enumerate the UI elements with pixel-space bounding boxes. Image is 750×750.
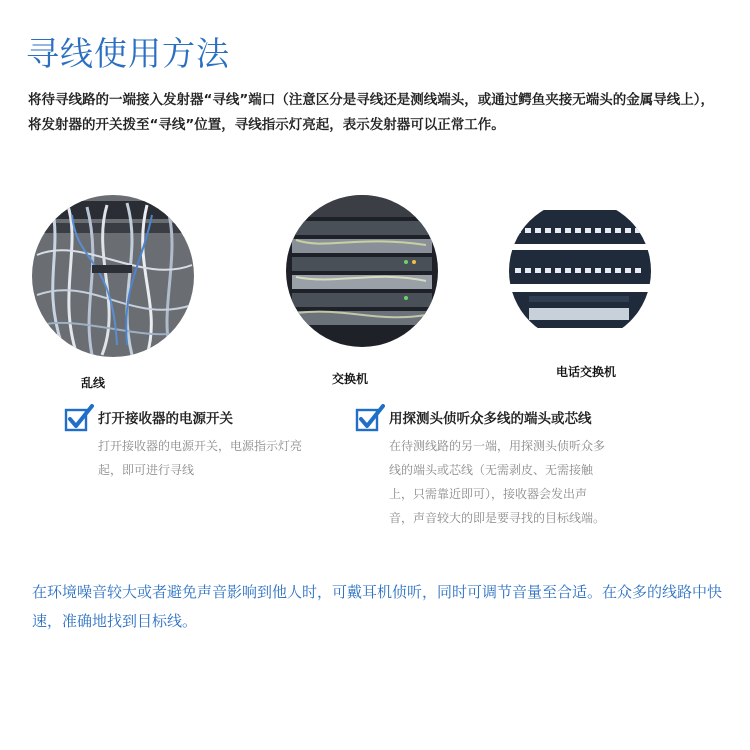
checkbox-checked-icon <box>355 404 385 436</box>
usage-note: 在环境噪音较大或者避免声音影响到他人时，可戴耳机侦听，同时可调节音量至合适。在众多的线路中快速，准确地找到目标线。 <box>32 583 723 630</box>
intro-text: 将待寻线路的一端接入发射器“寻线”端口（注意区分是寻线还是测线端头，或通过鳄鱼夹接无端头的金属导线上），将发射器的开关拨至“寻线”位置，寻线指示灯亮起，表示发射器可以正常工作。 <box>28 92 714 133</box>
tangled-cables-photo <box>32 195 194 357</box>
network-switch-photo <box>286 195 438 347</box>
telephone-exchange-photo <box>509 200 651 342</box>
checkbox-checked-icon <box>64 404 94 436</box>
page-title: 寻线使用方法 <box>26 34 230 73</box>
step-title-power-on: 打开接收器的电源开关 <box>98 411 233 427</box>
photo-caption-tangled: 乱线 <box>81 376 106 390</box>
step-title-probe: 用探测头侦听众多线的端头或芯线 <box>389 411 592 427</box>
photo-caption-switch: 交换机 <box>332 372 369 386</box>
photo-caption-exchange: 电话交换机 <box>556 365 617 379</box>
step-body-power-on: 打开接收器的电源开关，电源指示灯亮起，即可进行寻线 <box>98 439 303 477</box>
step-body-probe: 在待测线路的另一端，用探测头侦听众多线的端头或芯线（无需剥皮、无需接触上，只需靠近即可），接收器会发出声音，声音较大的即是要寻找的目标线端。 <box>389 439 606 525</box>
